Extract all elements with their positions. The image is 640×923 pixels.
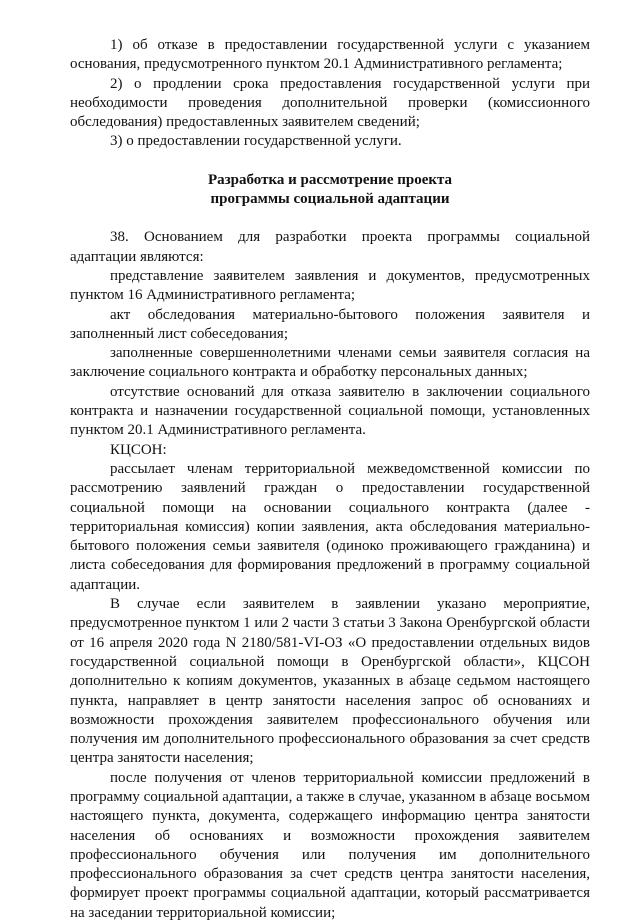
intro-item-2: 2) о продлении срока предоставления государственной услуги при необходимости проведения дополнительной проверки (комиссионного обследования) предоставленных заявителем сведений; bbox=[70, 75, 590, 131]
section-heading-line-2: программы социальной адаптации bbox=[210, 191, 450, 208]
paragraph-employment-center-request: В случае если заявителем в заявлении указано мероприятие, предусмотренное пунктом 1 или 2 части 3 статьи 3 Закона Оренбургской области от 16 апреля 2020 года N 2180/581-VI-ОЗ «О предоставлении отдельных видов государственной социальной помощи в Оренбургской области», КЦСОН дополнительно к копиям документов, указанных в абзаце седьмом настоящего пункта, направляет в центр занятости населения запрос об основаниях и возможности прохождения заявителем профессионального обучения или получения им дополнительного профессионального образования за счет средств центра занятости населения; bbox=[70, 596, 590, 767]
paragraph-kcson-label: КЦСОН: bbox=[110, 441, 167, 458]
paragraph-basis-application: представление заявителем заявления и документов, предусмотренных пунктом 16 Административного регламента; bbox=[70, 267, 590, 304]
paragraph-forms-draft-program: после получения от членов территориальной комиссии предложений в программу социальной адаптации, а также в случае, указанном в абзаце восьмом настоящего пункта, документа, содержащего информацию центра занятости населения об основаниях и возможности прохождения заявителем профессионального обучения или получения им дополнительного профессионального образования за счет средств центра занятости населения, формирует проект программы социальной адаптации, который рассматривается на заседании территориальной комиссии; bbox=[70, 769, 590, 921]
paragraph-basis-consents: заполненные совершеннолетними членами семьи заявителя согласия на заключение социального контракта и обработку персональных данных; bbox=[70, 345, 590, 381]
paragraph-basis-no-refusal: отсутствие оснований для отказа заявителю в заключении социального контракта и назначении государственной социальной помощи, установленных пунктом 20.1 Административного регламента. bbox=[70, 383, 590, 439]
paragraph-kcson-sends-copies: рассылает членам территориальной межведомственной комиссии по рассмотрению заявлений граждан о предоставлении государственной социальной помощи на основании социального контракта (далее - территориальная комиссия) копии заявления, акта обследования материально-бытового положения семьи заявителя (одиноко проживающего гражданина) и листа собеседования для формирования предложений в программу социальной адаптации. bbox=[70, 460, 590, 593]
spacer bbox=[70, 152, 590, 171]
intro-item-1: 1) об отказе в предоставлении государственной услуги с указанием основания, предусмотренного пунктом 20.1 Административного регламента; bbox=[70, 37, 590, 73]
paragraph-38-intro: 38. Основанием для разработки проекта программы социальной адаптации являются: bbox=[70, 229, 590, 265]
document-page bbox=[70, 36, 590, 923]
spacer bbox=[70, 209, 590, 228]
section-heading-line-1: Разработка и рассмотрение проекта bbox=[207, 171, 453, 188]
paragraph-basis-inspection-act: акт обследования материально-бытового положения заявителя и заполненный лист собеседования; bbox=[70, 306, 590, 342]
intro-item-3: 3) о предоставлении государственной услуги. bbox=[110, 133, 402, 150]
